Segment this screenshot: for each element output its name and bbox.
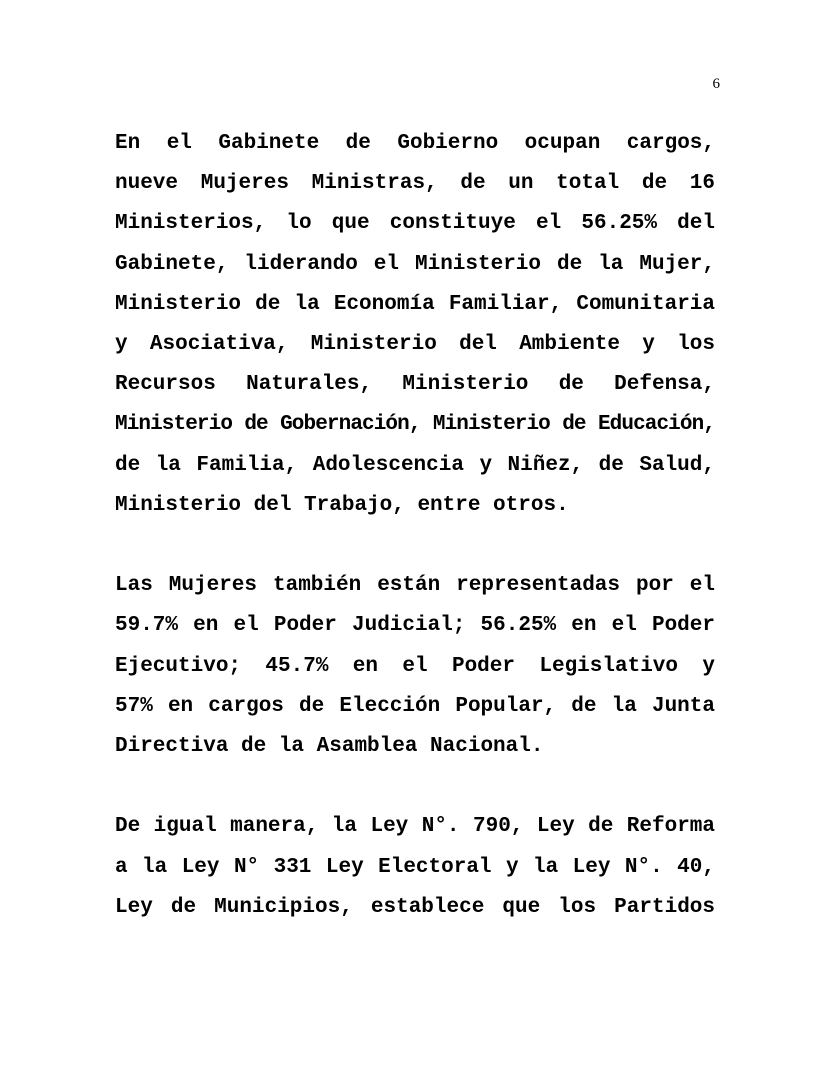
paragraph-gabinete: [115, 124, 715, 526]
document-body: [115, 124, 715, 968]
text-line: 59.7% en el Poder Judicial; 56.25% en el Poder: [115, 614, 715, 638]
text-line: y Asociativa, Ministerio del Ambiente y los: [115, 333, 715, 357]
text-line: Gabinete, liderando el Ministerio de la Mujer,: [115, 252, 715, 276]
text-line: Directiva de la Asamblea Nacional.: [115, 735, 544, 759]
text-line: Ley de Municipios, establece que los Partidos: [115, 895, 715, 919]
text-line: En el Gabinete de Gobierno ocupan cargos,: [115, 132, 715, 155]
text-line: Ministerios, lo que constituye el 56.25% del: [115, 212, 715, 236]
text-line: nueve Mujeres Ministras, de un total de 16: [115, 172, 715, 196]
text-line: Ministerio de Gobernación, Ministerio de Educación,: [115, 413, 715, 437]
text-line: a la Ley N° 331 Ley Electoral y la Ley N°. 40,: [115, 855, 715, 879]
page-number: 6: [712, 76, 720, 92]
text-line: Recursos Naturales, Ministerio de Defensa,: [115, 373, 715, 397]
text-line: Las Mujeres también están representadas por el: [115, 574, 715, 598]
text-line: de la Familia, Adolescencia y Niñez, de Salud,: [115, 453, 715, 477]
paragraph-representacion: [115, 566, 715, 767]
text-line: 57% en cargos de Elección Popular, de la Junta: [115, 694, 715, 718]
text-line: Ministerio del Trabajo, entre otros.: [115, 493, 569, 517]
text-line: De igual manera, la Ley N°. 790, Ley de Reforma: [115, 815, 715, 839]
text-line: Ministerio de la Economía Familiar, Comunitaria: [115, 292, 715, 316]
paragraph-ley-reforma: [115, 807, 715, 928]
text-line: Ejecutivo; 45.7% en el Poder Legislativo y: [115, 654, 715, 678]
